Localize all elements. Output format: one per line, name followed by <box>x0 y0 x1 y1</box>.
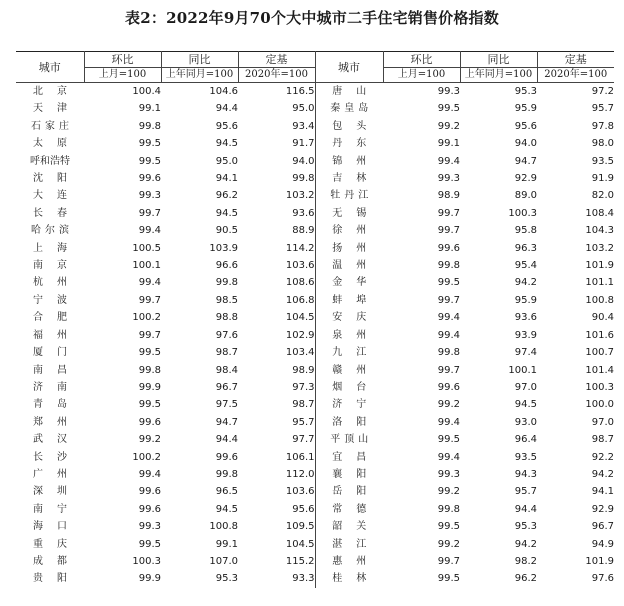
right-base-cell: 104.3 <box>585 225 614 237</box>
table-row <box>16 536 614 553</box>
left-yoy-cell: 98.4 <box>215 364 238 376</box>
left-base-cell: 112.0 <box>238 466 315 483</box>
table-row <box>16 205 614 222</box>
left-yoy-cell: 104.6 <box>209 86 238 97</box>
table-row <box>16 292 614 309</box>
table-row <box>16 379 614 396</box>
right-base-cell: 98.7 <box>591 434 614 446</box>
subheader-mom-right: 上月=100 <box>383 68 460 83</box>
table-row <box>16 274 614 291</box>
table-row <box>16 153 614 170</box>
left-base-cell: 95.6 <box>238 501 315 518</box>
table-row <box>16 240 614 257</box>
right-base-cell: 97.2 <box>591 86 614 97</box>
left-city-cell: 青岛 <box>33 399 81 411</box>
right-mom-cell: 99.7 <box>437 364 460 376</box>
left-city-cell: 太原 <box>33 138 81 150</box>
left-yoy-cell: 98.8 <box>215 312 238 324</box>
right-mom-cell: 99.5 <box>437 277 460 289</box>
left-yoy-cell: 94.4 <box>215 434 238 446</box>
right-mom-cell: 99.2 <box>437 399 460 411</box>
left-mom-cell: 100.1 <box>132 260 161 272</box>
right-city-cell: 蚌埠 <box>332 294 381 306</box>
right-mom-cell: 99.7 <box>437 294 460 306</box>
table-row <box>16 327 614 344</box>
left-base-cell: 94.0 <box>238 153 315 170</box>
left-yoy-cell: 95.0 <box>215 155 238 167</box>
right-mom-cell: 99.5 <box>437 573 460 585</box>
right-base-cell: 92.2 <box>591 451 614 463</box>
left-base-cell: 103.6 <box>238 483 315 500</box>
right-mom-cell: 99.7 <box>437 555 460 567</box>
left-city-cell: 贵阳 <box>33 573 81 585</box>
right-yoy-cell: 89.0 <box>514 190 537 202</box>
right-base-cell: 101.4 <box>585 364 614 376</box>
table-row <box>16 483 614 500</box>
right-base-cell: 94.1 <box>591 486 614 498</box>
left-yoy-cell: 98.7 <box>215 347 238 359</box>
left-base-cell: 103.6 <box>238 257 315 274</box>
left-base-cell: 88.9 <box>238 222 315 239</box>
right-base-cell: 96.7 <box>591 521 614 533</box>
left-yoy-cell: 94.4 <box>215 103 238 115</box>
right-base-cell: 82.0 <box>591 190 614 202</box>
right-yoy-cell: 94.7 <box>514 155 537 167</box>
left-base-cell: 109.5 <box>238 518 315 535</box>
right-base-cell: 100.7 <box>585 347 614 359</box>
right-base-cell: 95.7 <box>591 103 614 115</box>
right-base-cell: 98.0 <box>591 138 614 150</box>
left-base-cell: 114.2 <box>238 240 315 257</box>
left-base-cell: 103.4 <box>238 344 315 361</box>
right-yoy-cell: 95.3 <box>514 86 537 97</box>
left-base-cell: 106.8 <box>238 292 315 309</box>
right-city-cell: 洛阳 <box>332 416 381 428</box>
page-title: 表2：2022年9月70个大中城市二手住宅销售价格指数 <box>125 9 499 27</box>
left-city-cell: 海口 <box>33 521 81 533</box>
left-base-cell: 93.6 <box>238 205 315 222</box>
right-base-cell: 101.6 <box>585 329 614 341</box>
right-mom-cell: 99.4 <box>437 329 460 341</box>
right-yoy-cell: 96.2 <box>514 573 537 585</box>
right-yoy-cell: 92.9 <box>514 173 537 185</box>
right-city-cell: 吉林 <box>332 173 381 185</box>
right-base-cell: 100.8 <box>585 294 614 306</box>
left-city-cell: 长沙 <box>33 451 81 463</box>
right-mom-cell: 99.4 <box>437 451 460 463</box>
left-city-cell: 大连 <box>33 190 81 202</box>
right-yoy-cell: 94.0 <box>514 138 537 150</box>
left-yoy-cell: 103.9 <box>209 242 238 254</box>
left-base-cell: 91.7 <box>238 135 315 152</box>
left-city-cell: 哈尔滨 <box>31 225 73 237</box>
right-yoy-cell: 95.8 <box>514 225 537 237</box>
right-yoy-cell: 95.6 <box>514 120 537 132</box>
left-mom-cell: 99.5 <box>138 138 161 150</box>
left-mom-cell: 99.8 <box>138 364 161 376</box>
left-base-cell: 97.3 <box>238 379 315 396</box>
right-city-cell: 赣州 <box>332 364 381 376</box>
left-mom-cell: 100.4 <box>132 86 161 97</box>
right-base-cell: 97.6 <box>591 573 614 585</box>
header-base-right: 定基 <box>537 52 614 68</box>
right-yoy-cell: 93.9 <box>514 329 537 341</box>
left-city-cell: 天津 <box>33 103 81 115</box>
left-mom-cell: 99.3 <box>138 521 161 533</box>
table-row <box>16 449 614 466</box>
right-city-cell: 安庆 <box>332 312 381 324</box>
left-mom-cell: 99.3 <box>138 190 161 202</box>
left-city-cell: 北京 <box>33 86 81 97</box>
right-city-cell: 包头 <box>332 120 381 132</box>
left-mom-cell: 99.6 <box>138 416 161 428</box>
left-city-cell: 宁波 <box>33 294 81 306</box>
left-city-cell: 南昌 <box>33 364 81 376</box>
right-yoy-cell: 94.2 <box>514 277 537 289</box>
left-city-cell: 合肥 <box>33 312 81 324</box>
left-city-cell: 福州 <box>33 329 81 341</box>
right-city-cell: 惠州 <box>332 555 381 567</box>
right-city-cell: 平顶山 <box>330 434 373 446</box>
table-row <box>16 118 614 135</box>
left-base-cell: 99.8 <box>238 170 315 187</box>
left-base-cell: 103.2 <box>238 187 315 204</box>
left-yoy-cell: 99.8 <box>215 468 238 480</box>
right-yoy-cell: 94.2 <box>514 538 537 550</box>
right-yoy-cell: 97.4 <box>514 347 537 359</box>
left-mom-cell: 99.8 <box>138 120 161 132</box>
left-yoy-cell: 95.6 <box>215 120 238 132</box>
table-row <box>16 553 614 570</box>
right-city-cell: 济宁 <box>332 399 381 411</box>
right-base-cell: 94.9 <box>591 538 614 550</box>
table-row <box>16 135 614 152</box>
left-city-cell: 长春 <box>33 207 81 219</box>
right-city-cell: 岳阳 <box>332 486 381 498</box>
right-base-cell: 97.8 <box>591 120 614 132</box>
left-city-cell: 成都 <box>33 555 81 567</box>
right-city-cell: 扬州 <box>332 242 381 254</box>
left-yoy-cell: 96.5 <box>215 486 238 498</box>
left-mom-cell: 99.5 <box>138 347 161 359</box>
left-city-cell: 南宁 <box>33 503 81 515</box>
table-row <box>16 344 614 361</box>
right-city-cell: 丹东 <box>332 138 381 150</box>
left-yoy-cell: 98.5 <box>215 294 238 306</box>
right-mom-cell: 99.4 <box>437 155 460 167</box>
right-mom-cell: 99.5 <box>437 103 460 115</box>
right-mom-cell: 99.1 <box>437 138 460 150</box>
left-city-cell: 呼和浩特 <box>30 155 70 167</box>
right-mom-cell: 98.9 <box>437 190 460 202</box>
left-yoy-cell: 107.0 <box>209 555 238 567</box>
right-city-cell: 徐州 <box>332 225 381 237</box>
right-mom-cell: 99.7 <box>437 207 460 219</box>
right-city-cell: 无锡 <box>332 207 381 219</box>
right-mom-cell: 99.3 <box>437 173 460 185</box>
right-city-cell: 湛江 <box>332 538 381 550</box>
left-yoy-cell: 97.6 <box>215 329 238 341</box>
left-city-cell: 武汉 <box>33 434 81 446</box>
header-yoy-right: 同比 <box>460 52 537 68</box>
left-base-cell: 95.0 <box>238 100 315 117</box>
left-base-cell: 98.7 <box>238 396 315 413</box>
right-base-cell: 103.2 <box>585 242 614 254</box>
right-city-cell: 九江 <box>332 347 381 359</box>
table-row <box>16 362 614 379</box>
left-mom-cell: 100.3 <box>132 555 161 567</box>
subheader-base-left: 2020年=100 <box>238 68 315 83</box>
left-mom-cell: 99.5 <box>138 155 161 167</box>
right-mom-cell: 99.2 <box>437 120 460 132</box>
left-mom-cell: 99.4 <box>138 468 161 480</box>
left-city-cell: 深圳 <box>33 486 81 498</box>
left-yoy-cell: 94.5 <box>215 138 238 150</box>
left-city-cell: 上海 <box>33 242 81 254</box>
right-mom-cell: 99.6 <box>437 242 460 254</box>
right-base-cell: 90.4 <box>591 312 614 324</box>
right-yoy-cell: 95.4 <box>514 260 537 272</box>
right-base-cell: 100.3 <box>585 381 614 393</box>
right-yoy-cell: 93.6 <box>514 312 537 324</box>
left-city-cell: 重庆 <box>33 538 81 550</box>
right-mom-cell: 99.6 <box>437 381 460 393</box>
table-row <box>16 570 614 587</box>
table-row <box>16 309 614 326</box>
subheader-base-right: 2020年=100 <box>537 68 614 83</box>
right-base-cell: 91.9 <box>591 173 614 185</box>
right-yoy-cell: 93.5 <box>514 451 537 463</box>
left-mom-cell: 99.4 <box>138 225 161 237</box>
right-city-cell: 泉州 <box>332 329 381 341</box>
left-mom-cell: 99.5 <box>138 399 161 411</box>
right-base-cell: 101.9 <box>585 555 614 567</box>
right-yoy-cell: 95.9 <box>514 294 537 306</box>
right-city-cell: 常德 <box>332 503 381 515</box>
right-city-cell: 唐山 <box>332 86 381 97</box>
right-yoy-cell: 94.4 <box>514 503 537 515</box>
left-base-cell: 108.6 <box>238 274 315 291</box>
table-row <box>16 83 614 101</box>
left-city-cell: 济南 <box>33 381 81 393</box>
left-mom-cell: 99.9 <box>138 381 161 393</box>
header-city-left: 城市 <box>16 52 84 83</box>
right-yoy-cell: 94.3 <box>514 468 537 480</box>
left-mom-cell: 99.9 <box>138 573 161 585</box>
right-mom-cell: 99.2 <box>437 486 460 498</box>
left-yoy-cell: 96.2 <box>215 190 238 202</box>
left-mom-cell: 99.7 <box>138 294 161 306</box>
left-yoy-cell: 95.3 <box>215 573 238 585</box>
table-row <box>16 431 614 448</box>
header-city-right: 城市 <box>315 52 383 83</box>
right-mom-cell: 99.5 <box>437 521 460 533</box>
subheader-mom-left: 上月=100 <box>84 68 161 83</box>
left-yoy-cell: 94.5 <box>215 503 238 515</box>
header-mom-left: 环比 <box>84 52 161 68</box>
right-base-cell: 101.1 <box>585 277 614 289</box>
right-yoy-cell: 94.5 <box>514 399 537 411</box>
right-mom-cell: 99.8 <box>437 503 460 515</box>
left-base-cell: 97.7 <box>238 431 315 448</box>
price-index-table <box>16 51 614 588</box>
left-mom-cell: 100.5 <box>132 242 161 254</box>
left-yoy-cell: 96.7 <box>215 381 238 393</box>
right-mom-cell: 99.8 <box>437 260 460 272</box>
left-base-cell: 93.4 <box>238 118 315 135</box>
right-city-cell: 锦州 <box>332 155 381 167</box>
right-base-cell: 94.2 <box>591 468 614 480</box>
left-mom-cell: 99.1 <box>138 103 161 115</box>
left-yoy-cell: 100.8 <box>209 521 238 533</box>
left-mom-cell: 99.6 <box>138 503 161 515</box>
right-base-cell: 100.0 <box>585 399 614 411</box>
table-row <box>16 187 614 204</box>
table-row <box>16 414 614 431</box>
table-row <box>16 501 614 518</box>
table-row <box>16 466 614 483</box>
left-base-cell: 104.5 <box>238 536 315 553</box>
right-mom-cell: 99.8 <box>437 347 460 359</box>
left-yoy-cell: 90.5 <box>215 225 238 237</box>
right-base-cell: 93.5 <box>591 155 614 167</box>
left-base-cell: 102.9 <box>238 327 315 344</box>
left-mom-cell: 100.2 <box>132 451 161 463</box>
table-row <box>16 396 614 413</box>
left-base-cell: 98.9 <box>238 362 315 379</box>
right-mom-cell: 99.4 <box>437 312 460 324</box>
header-base-left: 定基 <box>238 52 315 68</box>
right-mom-cell: 99.7 <box>437 225 460 237</box>
left-base-cell: 95.7 <box>238 414 315 431</box>
left-base-cell: 104.5 <box>238 309 315 326</box>
table-row <box>16 257 614 274</box>
left-base-cell: 93.3 <box>238 570 315 587</box>
right-yoy-cell: 100.1 <box>508 364 537 376</box>
left-city-cell: 石家庄 <box>31 120 73 132</box>
right-city-cell: 襄阳 <box>332 468 381 480</box>
right-yoy-cell: 96.3 <box>514 242 537 254</box>
right-base-cell: 101.9 <box>585 260 614 272</box>
left-yoy-cell: 97.5 <box>215 399 238 411</box>
left-yoy-cell: 94.1 <box>215 173 238 185</box>
right-mom-cell: 99.2 <box>437 538 460 550</box>
right-city-cell: 金华 <box>332 277 381 289</box>
right-base-cell: 97.0 <box>591 416 614 428</box>
table-body <box>16 83 614 588</box>
right-mom-cell: 99.5 <box>437 434 460 446</box>
right-yoy-cell: 93.0 <box>514 416 537 428</box>
table-row <box>16 518 614 535</box>
left-base-cell: 115.2 <box>238 553 315 570</box>
subheader-yoy-left: 上年同月=100 <box>161 68 238 83</box>
subheader-yoy-right: 上年同月=100 <box>460 68 537 83</box>
left-base-cell: 106.1 <box>238 449 315 466</box>
left-yoy-cell: 99.6 <box>215 451 238 463</box>
left-base-cell: 116.5 <box>238 83 315 101</box>
table-row <box>16 170 614 187</box>
header-yoy-left: 同比 <box>161 52 238 68</box>
right-yoy-cell: 96.4 <box>514 434 537 446</box>
right-base-cell: 108.4 <box>585 207 614 219</box>
left-mom-cell: 99.4 <box>138 277 161 289</box>
left-city-cell: 南京 <box>33 260 81 272</box>
left-city-cell: 厦门 <box>33 347 81 359</box>
left-mom-cell: 99.7 <box>138 329 161 341</box>
table-row <box>16 100 614 117</box>
right-city-cell: 秦皇岛 <box>330 103 373 115</box>
right-city-cell: 宜昌 <box>332 451 381 463</box>
right-yoy-cell: 97.0 <box>514 381 537 393</box>
right-yoy-cell: 95.7 <box>514 486 537 498</box>
left-yoy-cell: 96.6 <box>215 260 238 272</box>
left-city-cell: 郑州 <box>33 416 81 428</box>
left-yoy-cell: 99.1 <box>215 538 238 550</box>
right-yoy-cell: 95.9 <box>514 103 537 115</box>
left-city-cell: 杭州 <box>33 277 81 289</box>
header-mom-right: 环比 <box>383 52 460 68</box>
left-city-cell: 广州 <box>33 468 81 480</box>
left-mom-cell: 99.6 <box>138 486 161 498</box>
right-city-cell: 韶关 <box>332 521 381 533</box>
right-mom-cell: 99.3 <box>437 468 460 480</box>
right-base-cell: 92.9 <box>591 503 614 515</box>
left-mom-cell: 100.2 <box>132 312 161 324</box>
left-mom-cell: 99.6 <box>138 173 161 185</box>
right-yoy-cell: 100.3 <box>508 207 537 219</box>
left-mom-cell: 99.2 <box>138 434 161 446</box>
right-mom-cell: 99.3 <box>437 86 460 97</box>
right-city-cell: 牡丹江 <box>330 190 373 202</box>
right-yoy-cell: 95.3 <box>514 521 537 533</box>
left-city-cell: 沈阳 <box>33 173 81 185</box>
right-yoy-cell: 98.2 <box>514 555 537 567</box>
right-mom-cell: 99.4 <box>437 416 460 428</box>
right-city-cell: 温州 <box>332 260 381 272</box>
left-yoy-cell: 94.5 <box>215 207 238 219</box>
right-city-cell: 烟台 <box>332 381 381 393</box>
left-yoy-cell: 94.7 <box>215 416 238 428</box>
table-row <box>16 222 614 239</box>
right-city-cell: 桂林 <box>332 573 381 585</box>
left-mom-cell: 99.5 <box>138 538 161 550</box>
left-mom-cell: 99.7 <box>138 207 161 219</box>
left-yoy-cell: 99.8 <box>215 277 238 289</box>
